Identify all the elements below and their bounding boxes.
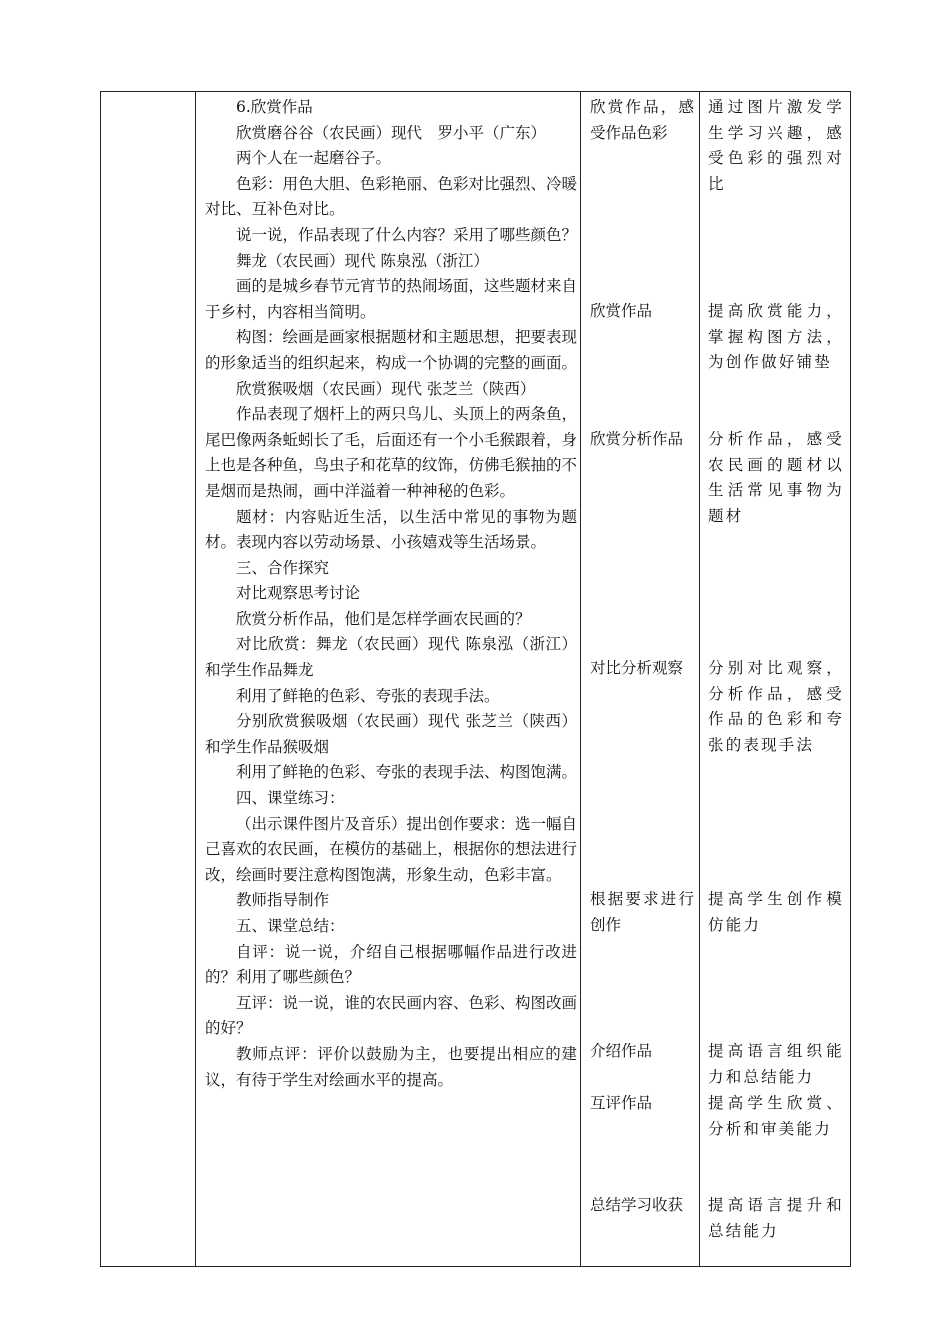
- section-heading: 四、课堂练习：: [236, 789, 345, 808]
- content-paragraph: 说一说，作品表现了什么内容？采用了哪些颜色？: [236, 225, 578, 244]
- lesson-table: [100, 91, 851, 1267]
- activity-cell: 欣赏作品，感受作品色彩: [590, 98, 694, 142]
- content-paragraph: 分别欣赏猴吸烟（农民画）现代 张芝兰（陕西）和学生作品猴吸烟: [205, 712, 577, 756]
- activity-cell: 根据要求进行创作: [590, 890, 694, 934]
- intent-cell: 提高欣赏能力，掌握构图方法，为创作做好铺垫: [708, 302, 844, 372]
- content-paragraph: 教师点评：评价以鼓励为主，也要提出相应的建议，有待于学生对绘画水平的提高。: [205, 1044, 577, 1089]
- content-paragraph: 利用了鲜艳的色彩、夸张的表现手法、构图饱满。: [236, 763, 578, 782]
- content-paragraph: 教师指导制作: [236, 891, 330, 910]
- content-paragraph: 对比欣赏：舞龙（农民画）现代 陈泉泓（浙江）和学生作品舞龙: [205, 635, 577, 680]
- activity-cell: 对比分析观察: [590, 659, 684, 677]
- intent-cell: 通过图片激发学生学习兴趣，感受色彩的强烈对比: [708, 98, 844, 193]
- intent-cell: 提高学生欣赏、分析和审美能力: [708, 1094, 844, 1138]
- intent-cell: 分别对比观察，分析作品，感受作品的色彩和夸张的表现手法: [708, 659, 844, 754]
- intent-cell: 提高学生创作模仿能力: [708, 890, 844, 934]
- content-paragraph: 利用了鲜艳的色彩、夸张的表现手法。: [236, 686, 500, 705]
- content-paragraph: 题材：内容贴近生活，以生活中常见的事物为题材。表现内容以劳动场景、小孩嬉戏等生活场景。: [205, 507, 577, 552]
- column-divider: [580, 92, 581, 1266]
- content-paragraph: 6.欣赏作品: [236, 98, 313, 116]
- content-paragraph: 舞龙（农民画）现代 陈泉泓（浙江）: [236, 251, 489, 270]
- section-heading: 五、课堂总结：: [236, 917, 345, 935]
- intent-cell: 提高语言组织能力和总结能力: [708, 1042, 844, 1086]
- intent-cell: 分析作品，感受农民画的题材以生活常见事物为题材: [708, 430, 844, 525]
- content-paragraph: 两个人在一起磨谷子。: [236, 149, 392, 168]
- content-paragraph: 构图：绘画是画家根据题材和主题思想，把要表现的形象适当的组织起来，构成一个协调的完整的画面。: [205, 328, 578, 372]
- intent-cell: 提高语言提升和总结能力: [708, 1196, 844, 1240]
- column-divider: [699, 92, 700, 1266]
- activity-cell: 欣赏作品: [590, 302, 653, 320]
- activity-cell: 欣赏分析作品: [590, 430, 684, 448]
- content-paragraph: 对比观察思考讨论: [236, 584, 361, 603]
- content-paragraph: 欣赏分析作品，他们是怎样学画农民画的？: [236, 609, 531, 628]
- content-paragraph: 自评：说一说，介绍自己根据哪幅作品进行改进的？利用了哪些颜色？: [205, 942, 577, 987]
- teaching-content-column: [205, 95, 577, 1093]
- content-paragraph: 互评：说一说，谁的农民画内容、色彩、构图改画的好？: [205, 993, 578, 1038]
- content-paragraph: （出示课件图片及音乐）提出创作要求：选一幅自己喜欢的农民画，在模仿的基础上，根据你的想法进行改，绘画时要注意构图饱满，形象生动，色彩丰富。: [205, 814, 578, 884]
- column-divider: [195, 92, 196, 1266]
- activity-cell: 互评作品: [590, 1094, 653, 1112]
- section-heading: 三、合作探究: [236, 558, 330, 577]
- content-paragraph: 欣赏猴吸烟（农民画）现代 张芝兰（陕西）: [236, 379, 536, 398]
- content-paragraph: 色彩：用色大胆、色彩艳丽、色彩对比强烈、冷暖对比、互补色对比。: [205, 174, 578, 219]
- content-paragraph: 欣赏磨谷谷（农民画）现代 罗小平（广东）: [236, 123, 547, 142]
- content-paragraph: 作品表现了烟杆上的两只鸟儿、头顶上的两条鱼，尾巴像两条蚯蚓长了毛，后面还有一个小毛猴跟着，身上也是各种鱼，鸟虫子和花草的纹饰，仿佛毛猴抽的不是烟而是热闹，画中洋溢着一种神秘的色彩。: [205, 405, 578, 500]
- content-paragraph: 画的是城乡春节元宵节的热闹场面，这些题材来自于乡村，内容相当简明。: [205, 277, 578, 321]
- activity-cell: 总结学习收获: [590, 1196, 684, 1214]
- activity-cell: 介绍作品: [590, 1042, 653, 1060]
